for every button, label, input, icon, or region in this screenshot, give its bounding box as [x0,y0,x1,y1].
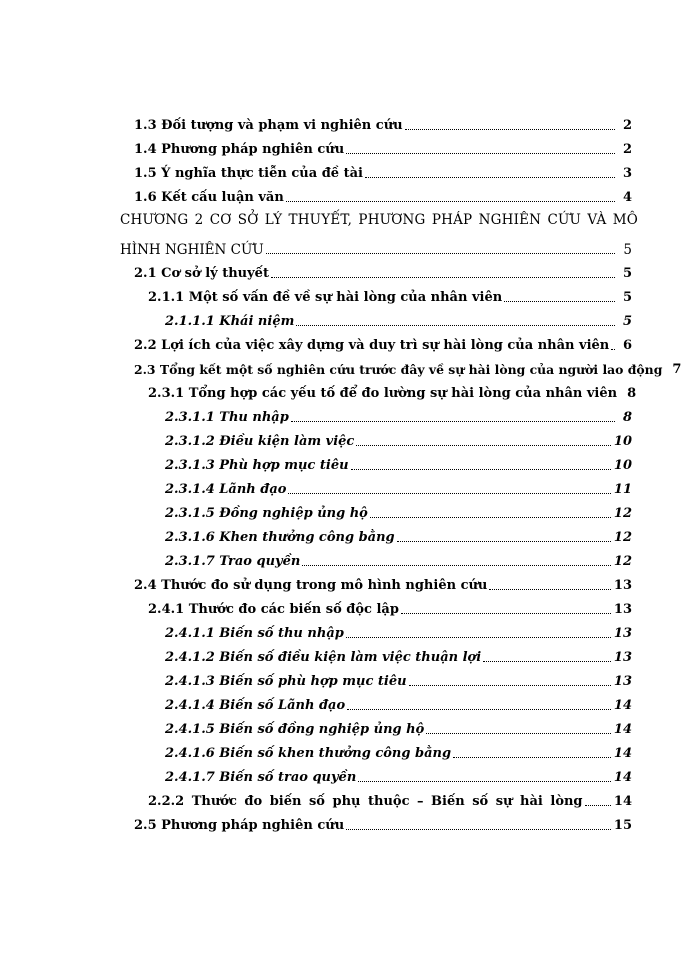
dot-leader [453,756,611,758]
toc-entry-title: 2.4.1.2 Biến số điều kiện làm việc thuận lợi [165,650,482,665]
toc-entry[interactable] [165,714,632,738]
toc-entry-page: 5 [622,290,632,305]
toc-entry-page: 11 [613,482,632,497]
toc-entry-title: 2.2.2 Thước đo biến số phụ thuộc – Biến số sự hài lòng [148,794,583,809]
toc-entry[interactable] [165,498,632,522]
toc-entry[interactable] [165,306,632,330]
dot-leader [585,804,611,806]
toc-entry-page: 14 [613,698,632,713]
toc-entry-page: 8 [627,386,637,401]
toc-entry-title: 2.4.1 Thước đo các biến số độc lập [148,602,399,617]
toc-entry-title: 2.3.1.2 Điều kiện làm việc [165,434,355,449]
toc-entry[interactable] [134,110,632,134]
toc-entry-page: 12 [613,554,632,569]
toc-entry-page: 14 [613,770,632,785]
toc-entry-title: 2.4.1.7 Biến số trao quyền [165,770,357,785]
toc-entry-title: 2.4.1.4 Biến số Lãnh đạo [165,698,346,713]
dot-leader [489,588,611,590]
toc-entry[interactable] [134,158,632,182]
toc-entry-title: 2.4.1.1 Biến số thu nhập [165,626,344,641]
toc-entry-page: 3 [622,166,632,181]
toc-entry-title: 2.3.1.3 Phù hợp mục tiêu [165,458,349,473]
toc-entry[interactable] [148,786,632,810]
dot-leader [302,564,611,566]
toc-entry[interactable] [134,570,632,594]
toc-entry-page: 13 [613,602,632,617]
toc-entry-page: 14 [613,794,632,809]
toc-entry[interactable] [165,618,632,642]
toc-entry-page: 10 [613,434,632,449]
toc-entry[interactable] [165,426,632,450]
toc-entry-title: 2.3.1.5 Đồng nghiệp ủng hộ [165,506,368,521]
toc-entry[interactable] [165,474,632,498]
toc-entry-page: 12 [613,530,632,545]
toc-entry[interactable] [165,666,632,690]
toc-entry-page: 13 [613,650,632,665]
toc-entry-title: 2.4 Thước đo sử dụng trong mô hình nghiên cứu [134,578,488,593]
dot-leader [358,780,611,782]
dot-leader [405,128,615,130]
toc-entry-page: 6 [622,338,632,353]
dot-leader [611,348,615,350]
toc-entry[interactable] [134,354,682,378]
dot-leader [346,636,611,638]
toc-entry-title: 2.5 Phương pháp nghiên cứu [134,818,345,833]
toc-entry[interactable] [134,134,632,158]
toc-entry-page: 4 [622,190,632,205]
toc-entry-title: 2.3 Tổng kết một số nghiên cứu trước đây về sự hài lòng của người lao động [134,362,663,377]
toc-entry-page: 8 [622,410,632,425]
dot-leader [397,540,611,542]
dot-leader [288,492,610,494]
toc-entry[interactable] [165,402,632,426]
chapter-heading-line2[interactable] [120,234,632,258]
toc-entry-page: 15 [613,818,632,833]
toc-entry[interactable] [148,594,632,618]
toc-entry-title: 2.1 Cơ sở lý thuyết [134,266,269,281]
toc-entry-title: HÌNH NGHIÊN CỨU [120,242,264,258]
toc-entry[interactable] [134,182,632,206]
toc-entry-title: 2.3.1.6 Khen thưởng công bằng [165,530,395,545]
toc-entry[interactable] [165,738,632,762]
toc-entry-page: 5 [623,242,632,258]
toc-entry-title: 2.3.1 Tổng hợp các yếu tố để đo lường sự hài lòng của nhân viên [148,386,618,401]
toc-entry-title: 2.1.1 Một số vấn đề về sự hài lòng của nhân viên [148,290,503,305]
toc-entry-title: 1.4 Phương pháp nghiên cứu [134,142,345,157]
toc-entry[interactable] [134,258,632,282]
dot-leader [370,516,611,518]
toc-entry[interactable] [165,522,632,546]
toc-entry-title: 2.4.1.3 Biến số phù hợp mục tiêu [165,674,407,689]
dot-leader [504,300,615,302]
toc-entry-page: 13 [613,578,632,593]
dot-leader [266,252,615,254]
toc-entry[interactable] [148,378,637,402]
toc-entry-page: 14 [613,722,632,737]
toc-entry-title: 2.4.1.6 Biến số khen thưởng công bằng [165,746,452,761]
toc-entry[interactable] [134,810,632,834]
dot-leader [347,708,611,710]
toc-entry[interactable] [165,450,632,474]
toc-entry-page: 7 [672,362,682,377]
toc-entry-page: 14 [613,746,632,761]
chapter-heading-line1[interactable]: CHƯƠNG 2 CƠ SỞ LÝ THUYẾT, PHƯƠNG PHÁP NGHIÊN CỨU VÀ MÔ [120,212,638,228]
dot-leader [296,324,615,326]
dot-leader [351,468,611,470]
toc-entry-title: 1.5 Ý nghĩa thực tiễn của đề tài [134,166,363,181]
dot-leader [286,200,615,202]
dot-leader [483,660,611,662]
dot-leader [409,684,611,686]
toc-entry-page: 5 [622,266,632,281]
dot-leader [271,276,615,278]
dot-leader [426,732,611,734]
toc-entry-title: 1.6 Kết cấu luận văn [134,190,284,205]
toc-entry-title: 2.3.1.7 Trao quyền [165,554,301,569]
dot-leader [291,420,615,422]
toc-entry[interactable] [165,642,632,666]
toc-entry-page: 10 [613,458,632,473]
toc-entry-page: 12 [613,506,632,521]
dot-leader [346,152,615,154]
toc-entry-title: 2.2 Lợi ích của việc xây dựng và duy trì sự hài lòng của nhân viên [134,338,610,353]
dot-leader [401,612,611,614]
toc-entry-title: 2.1.1.1 Khái niệm [165,314,295,329]
dot-leader [356,444,611,446]
toc-entry-page: 13 [613,626,632,641]
toc-entry[interactable] [134,330,632,354]
toc-entry-page: 5 [622,314,632,329]
toc-entry-page: 2 [622,118,632,133]
toc-entry-title: 2.3.1.1 Thu nhập [165,410,289,425]
toc-entry[interactable] [165,762,632,786]
toc-entry[interactable] [165,546,632,570]
toc-entry-page: 13 [613,674,632,689]
toc-entry[interactable] [165,690,632,714]
toc-entry-title: 1.3 Đối tượng và phạm vi nghiên cứu [134,118,403,133]
dot-leader [346,828,611,830]
toc-entry-title: 2.4.1.5 Biến số đồng nghiệp ủng hộ [165,722,425,737]
toc-entry-page: 2 [622,142,632,157]
dot-leader [365,176,615,178]
toc-entry[interactable] [148,282,632,306]
toc-entry-title: 2.3.1.4 Lãnh đạo [165,482,287,497]
